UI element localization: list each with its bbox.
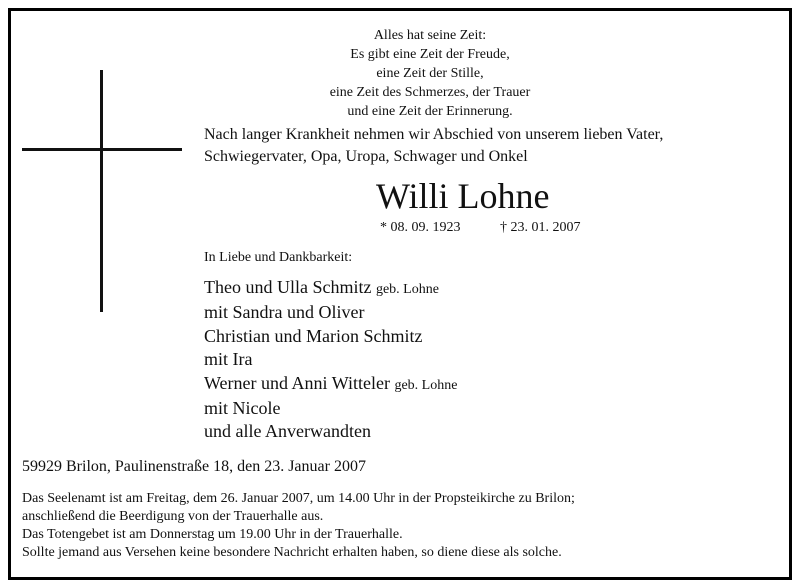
family-line xyxy=(204,420,457,443)
poem-line: Es gibt eine Zeit der Freude, xyxy=(350,47,510,62)
service-notes xyxy=(22,490,575,562)
family-line xyxy=(204,397,457,420)
family-list xyxy=(204,276,457,444)
poem-line: eine Zeit der Stille, xyxy=(376,66,484,81)
poem-line: eine Zeit des Schmerzes, der Trauer xyxy=(329,85,531,100)
family-line xyxy=(204,325,457,348)
note-line: Sollte jemand aus Versehen keine besondere Nachricht erhalten haben, so diene diese als solche. xyxy=(22,545,562,560)
family-name: Werner und Anni Witteler xyxy=(204,372,390,393)
family-note: geb. Lohne xyxy=(394,377,458,393)
poem-line: und eine Zeit der Erinnerung. xyxy=(347,104,513,119)
family-line xyxy=(204,301,457,324)
note-line: Das Seelenamt ist am Freitag, dem 26. Januar 2007, um 14.00 Uhr in der Propsteikirche zu Brilon; xyxy=(22,491,575,506)
family-name: mit Nicole xyxy=(204,398,281,419)
family-line xyxy=(204,348,457,371)
poem xyxy=(300,26,560,121)
intro-text xyxy=(204,124,663,168)
dankbarkeit-label: In Liebe und Dankbarkeit: xyxy=(204,250,353,265)
intro-line: Nach langer Krankheit nehmen wir Abschied von unserem lieben Vater, xyxy=(204,126,664,143)
cross-horizontal-bar xyxy=(22,148,182,151)
family-name: mit Ira xyxy=(204,349,253,370)
deceased-name: Willi Lohne xyxy=(376,176,550,216)
family-name: Christian und Marion Schmitz xyxy=(204,325,423,346)
death-date: † 23. 01. 2007 xyxy=(500,220,581,235)
family-line xyxy=(204,372,457,397)
family-name: Theo und Ulla Schmitz xyxy=(204,277,372,297)
poem-line: Alles hat seine Zeit: xyxy=(373,28,487,43)
intro-line: Schwiegervater, Opa, Uropa, Schwager und Onkel xyxy=(204,148,528,165)
family-line xyxy=(204,276,457,301)
family-name: mit Sandra und Oliver xyxy=(204,302,365,323)
birth-date: * 08. 09. 1923 xyxy=(380,220,461,235)
place-date: 59929 Brilon, Paulinenstraße 18, den 23. Januar 2007 xyxy=(22,458,366,475)
family-name: und alle Anverwandten xyxy=(204,421,371,442)
family-note: geb. Lohne xyxy=(375,282,439,297)
note-line: Das Totengebet ist am Donnerstag um 19.00 Uhr in der Trauerhalle. xyxy=(22,527,403,542)
note-line: anschließend die Beerdigung von der Trauerhalle aus. xyxy=(22,509,324,524)
cross-vertical-bar xyxy=(100,70,103,312)
